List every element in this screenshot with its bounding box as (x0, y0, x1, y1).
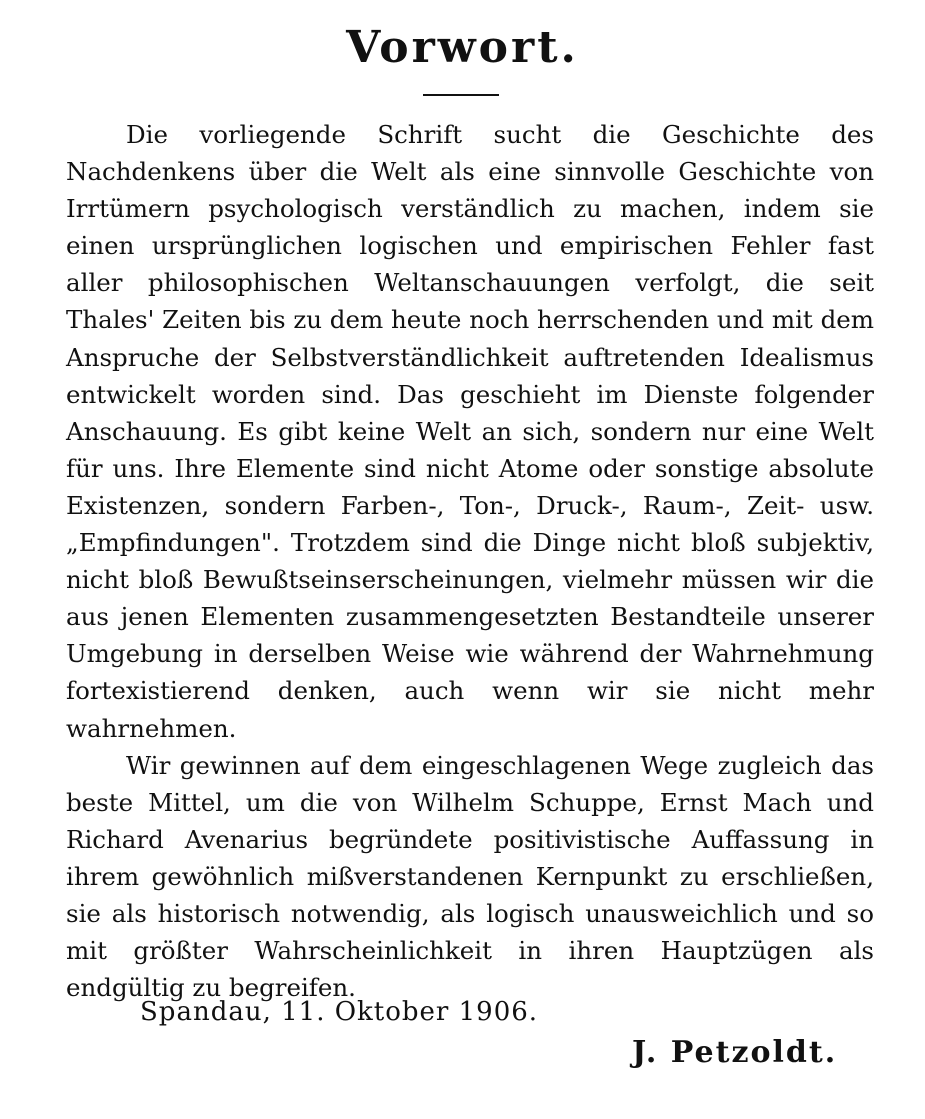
place-date: Spandau, 11. Oktober 1906. (140, 997, 539, 1027)
paragraph-1: Die vorliegende Schrift sucht die Geschichte des Nachdenkens über die Welt als eine sinnvolle Geschichte von Irrtümern psychologisch verständlich zu machen, indem sie einen ursprünglichen logischen und empirischen Fehler fast aller philosophischen Weltanschauungen verfolgt, die seit Thales' Zeiten bis zu dem heute noch herrschenden und mit dem Anspruche der Selbstverständlichkeit auftretenden Idealismus entwickelt worden sind. Das geschieht im Dienste folgender Anschauung. Es gibt keine Welt an sich, sondern nur eine Welt für uns. Ihre Elemente sind nicht Atome oder sonstige absolute Existenzen, sondern Farben-, Ton-, Druck-, Raum-, Zeit- usw. „Empfindungen". Trotzdem sind die Dinge nicht bloß subjektiv, nicht bloß Bewußtseinserscheinungen, vielmehr müssen wir die aus jenen Elementen zusammengesetzten Bestandteile unserer Umgebung in derselben Weise wie während der Wahrnehmung fortexistierend denken, auch wenn wir sie nicht mehr wahrnehmen. (66, 120, 874, 743)
page-title: Vorwort. (346, 22, 579, 73)
paragraph-2: Wir gewinnen auf dem eingeschlagenen Wege zugleich das beste Mittel, um die von Wilhelm Schuppe, Ernst Mach und Richard Avenarius begründete positivistische Auffassung in ihrem gewöhnlich mißverstandenen Kernpunkt zu erschließen, sie als historisch notwendig, als logisch unausweichlich und so mit größter Wahrscheinlichkeit in ihren Hauptzügen als endgültig zu begreifen. (66, 750, 874, 1003)
body-text (66, 116, 874, 1006)
author-signature: J. Petzoldt. (632, 1035, 838, 1070)
title-divider (423, 94, 499, 96)
